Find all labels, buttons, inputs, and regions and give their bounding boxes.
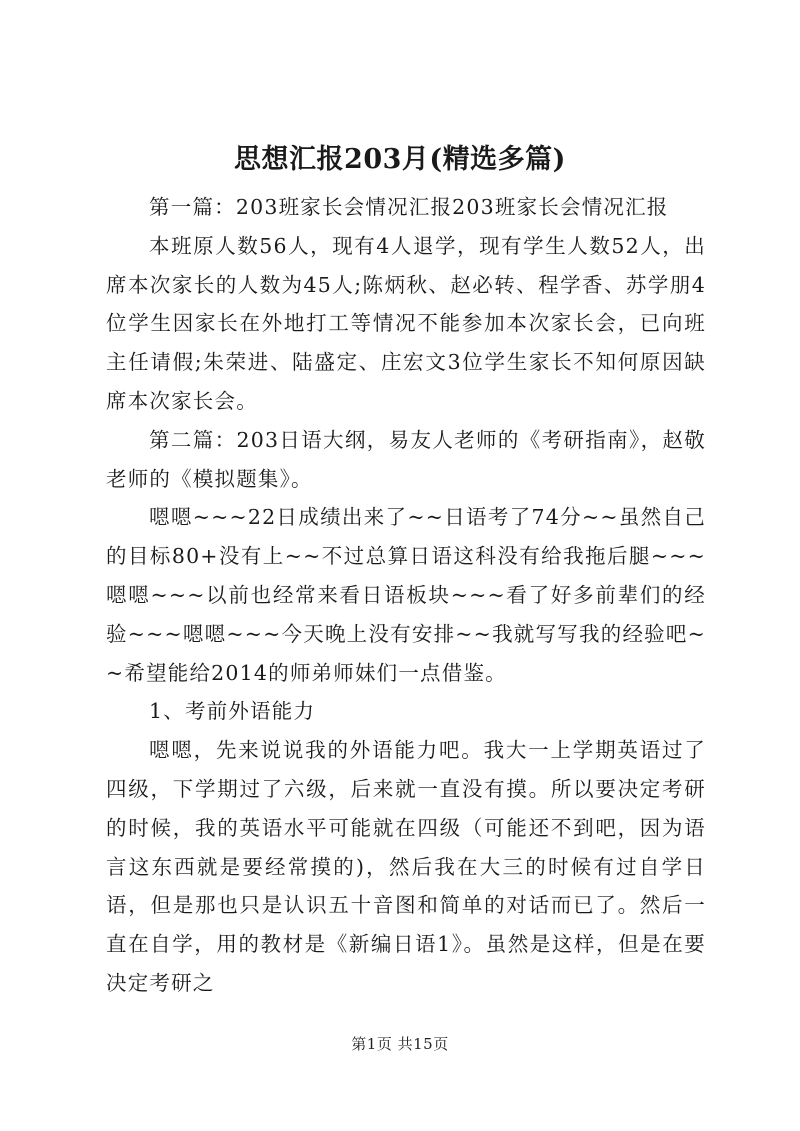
page-footer: 第1页 共15页	[351, 1035, 449, 1053]
paragraph-1: 第一篇：203班家长会情况汇报203班家长会情况汇报	[149, 195, 669, 219]
section-heading: 1、考前外语能力	[149, 699, 316, 724]
paragraph-2: 本班原人数56人，现有4人退学，现有学生人数52人，出席本次家长的人数为45人;陈炳秋、赵必转、程学香、苏学朋4位学生因家长在外地打工等情况不能参加本次家长会，已向班主任请假;朱荣进、陆盛定、庄宏文3位学生家长不知何原因缺席本次家长会。	[106, 233, 706, 413]
document-body	[106, 188, 706, 1003]
paragraph-3: 第二篇：203日语大纲，易友人老师的《考研指南》，赵敬老师的《模拟题集》。	[106, 427, 706, 491]
paragraph-4: 嗯嗯~~~22日成绩出来了~~日语考了74分~~虽然自己的目标80+没有上~~不过总算日语这科没有给我拖后腿~~~嗯嗯~~~以前也经常来看日语板块~~~看了好多前辈们的经验~~~嗯嗯~~~今天晚上没有安排~~我就写写我的经验吧~~希望能给2014的师弟师妹们一点借鉴。	[106, 505, 706, 685]
paragraph-5: 嗯嗯，先来说说我的外语能力吧。我大一上学期英语过了四级，下学期过了六级，后来就一直没有摸。所以要决定考研的时候，我的英语水平可能就在四级（可能还不到吧，因为语言这东西就是要经常摸的)，然后我在大三的时候有过自学日语，但是那也只是认识五十音图和简单的对话而已了。然后一直在自学，用的教材是《新编日语1》。虽然是这样，但是在要决定考研之	[106, 738, 706, 995]
document-title: 思想汇报203月(精选多篇)	[234, 144, 566, 175]
